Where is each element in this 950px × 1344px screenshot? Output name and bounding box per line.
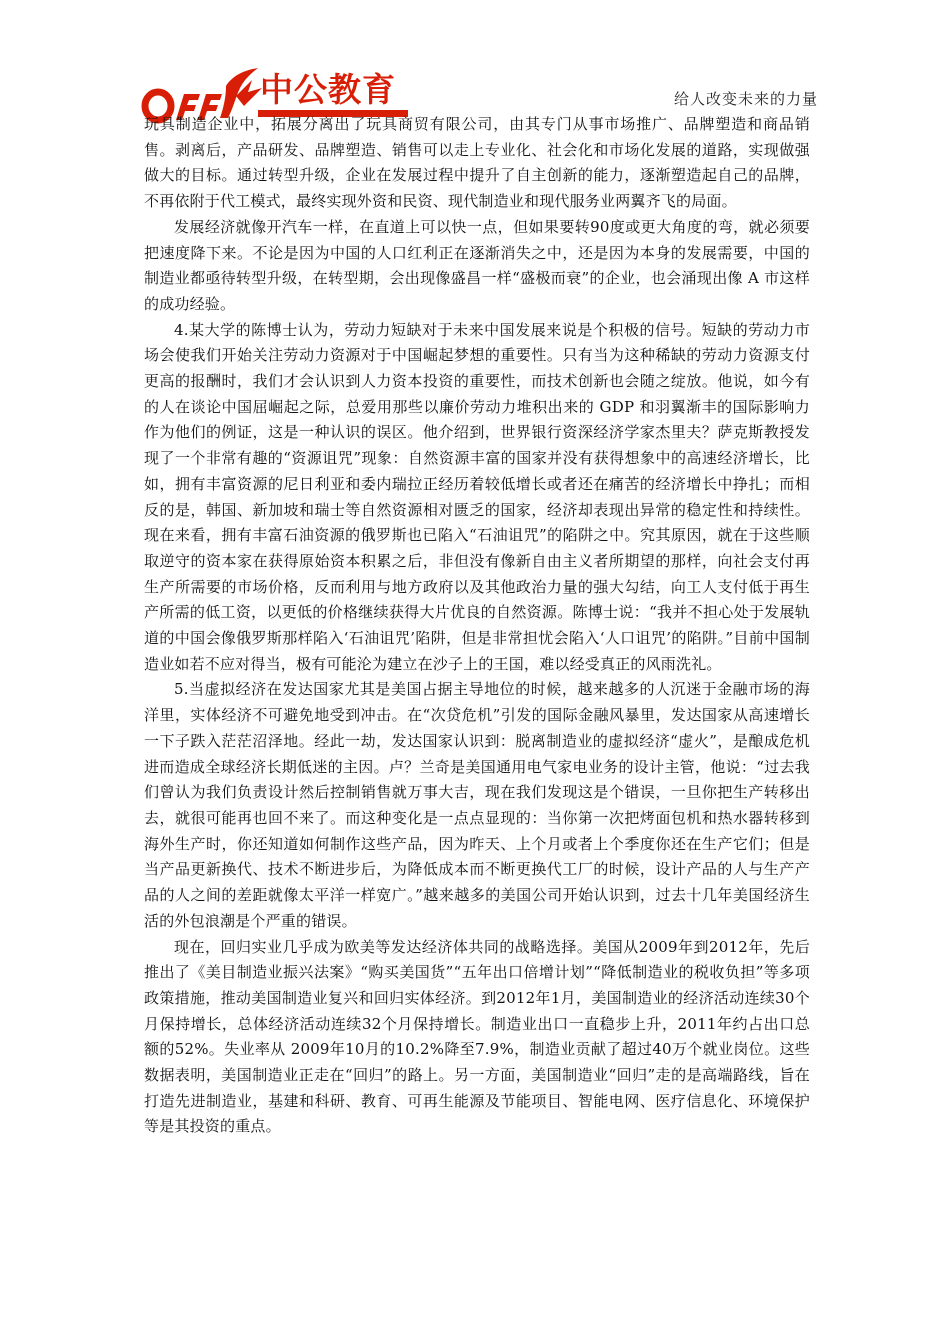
paragraph-item-4: 4.某大学的陈博士认为，劳动力短缺对于未来中国发展来说是个积极的信号。短缺的劳动力市场会使我们开始关注劳动力资源对于中国崛起梦想的重要性。只有当为这种稀缺的劳动力资源支付更高的报酬时，我们才会认识到人力资本投资的重要性，而技术创新也会随之绽放。他说，如今有的人在谈论中国屈崛起之际，总爱用那些以廉价劳动力堆积出来的 GDP 和羽翼渐丰的国际影响力作为他们的例证，这是一种认识的误区。他介绍到，世界银行资深经济学家杰里夫？萨克斯教授发现了一个非常有趣的“资源诅咒”现象：自然资源丰富的国家并没有获得想象中的高速经济增长，比如，拥有丰富资源的尼日利亚和委内瑞拉正经历着较低增长或者还在痛苦的经济增长中挣扎；而相反的是，韩国、新加坡和瑞士等自然资源相对匮乏的国家，经济却表现出异常的稳定性和持续性。现在来看，拥有丰富石油资源的俄罗斯也已陷入“石油诅咒”的陷阱之中。究其原因，就在于这些顺取逆守的资本家在获得原始资本积累之后，非但没有像新自由主义者所期望的那样，向社会支付再生产所需要的市场价格，反而利用与地方政府以及其他政治力量的强大勾结，向工人支付低于再生产所需的低工资，以更低的价格继续获得大片优良的自然资源。陈博士说：“我并不担心处于发展轨道的中国会像俄罗斯那样陷入‘石油诅咒’陷阱，但是非常担忧会陷入‘人口诅咒’的陷阱。”目前中国制造业如若不应对得当，极有可能沦为建立在沙子上的王国，难以经受真正的风雨洗礼。 — [144, 320, 810, 673]
page-header — [0, 0, 950, 125]
paragraph-item-5: 5.当虚拟经济在发达国家尤其是美国占据主导地位的时候，越来越多的人沉迷于金融市场的海洋里，实体经济不可避免地受到冲击。在“次贷危机”引发的国际金融风暴里，发达国家从高速增长一下子跌入茫茫沼泽地。经此一劫，发达国家认识到：脱离制造业的虚拟经济“虚火”，是酿成危机进而造成全球经济长期低迷的主因。卢？兰奇是美国通用电气家电业务的设计主管，他说：“过去我们曾认为我们负责设计然后控制销售就万事大吉，现在我们发现这是个错误，一旦你把生产转移出去，就很可能再也回不来了。而这种变化是一点点显现的：当你第一次把烤面包机和热水器转移到海外生产时，你还知道如何制作这些产品，因为昨天、上个月或者上个季度你还在生产它们；但是当产品更新换代、技术不断进步后，为降低成本而不断更换代工厂的时候，设计产品的人与生产产品的人之间的差距就像太平洋一样宽广。”越来越多的美国公司开始认识到，过去十几年美国经济生活的外包浪潮是个严重的错误。 — [144, 680, 810, 930]
paragraph-driving-analogy: 发展经济就像开汽车一样，在直道上可以快一点，但如果要转90度或更大角度的弯，就必须要把速度降下来。不论是因为中国的人口红利正在逐渐消失之中，还是因为本身的发展需要，中国的制造业都亟待转型升级，在转型期，会出现像盛昌一样“盛极而衰”的企业，也会涌现出像 A 市这样的成功经验。 — [144, 217, 810, 313]
header-slogan: 给人改变未来的力量 — [673, 90, 818, 108]
paragraph-reshoring: 现在，回归实业几乎成为欧美等发达经济体共同的战略选择。美国从2009年到2012年，先后推出了《美目制造业振兴法案》“购买美国货”“五年出口倍增计划”“降低制造业的税收负担”等多项政策措施，推动美国制造业复兴和回归实体经济。到2012年1月，美国制造业的经济活动连续30个月保持增长，总体经济活动连续32个月保持增长。制造业出口一直稳步上升，2011年约占出口总额的52%。失业率从 2009年10月的10.2%降至7.9%，制造业贡献了超过40万个就业岗位。这些数据表明，美国制造业正走在“回归”的路上。另一方面，美国制造业“回归”走的是高端路线，旨在打造先进制造业，基建和科研、教育、可再生能源及节能项目、智能电网、医疗信息化、环境保护等是其投资的重点。 — [144, 937, 810, 1136]
logo-text: 中公教育 — [260, 70, 396, 109]
paragraph-continuation: 玩具制造企业中，拓展分离出了玩具商贸有限公司，由其专门从事市场推广、品牌塑造和商品销售。剥离后，产品研发、品牌塑造、销售可以走上专业化、社会化和市场化发展的道路，实现做强做大的目标。通过转型升级，企业在发展过程中提升了自主创新的能力，逐渐塑造起自己的品牌，不再依附于代工模式，最终实现外资和民资、现代制造业和现代服务业两翼齐飞的局面。 — [144, 115, 810, 211]
document-body — [144, 112, 810, 1140]
